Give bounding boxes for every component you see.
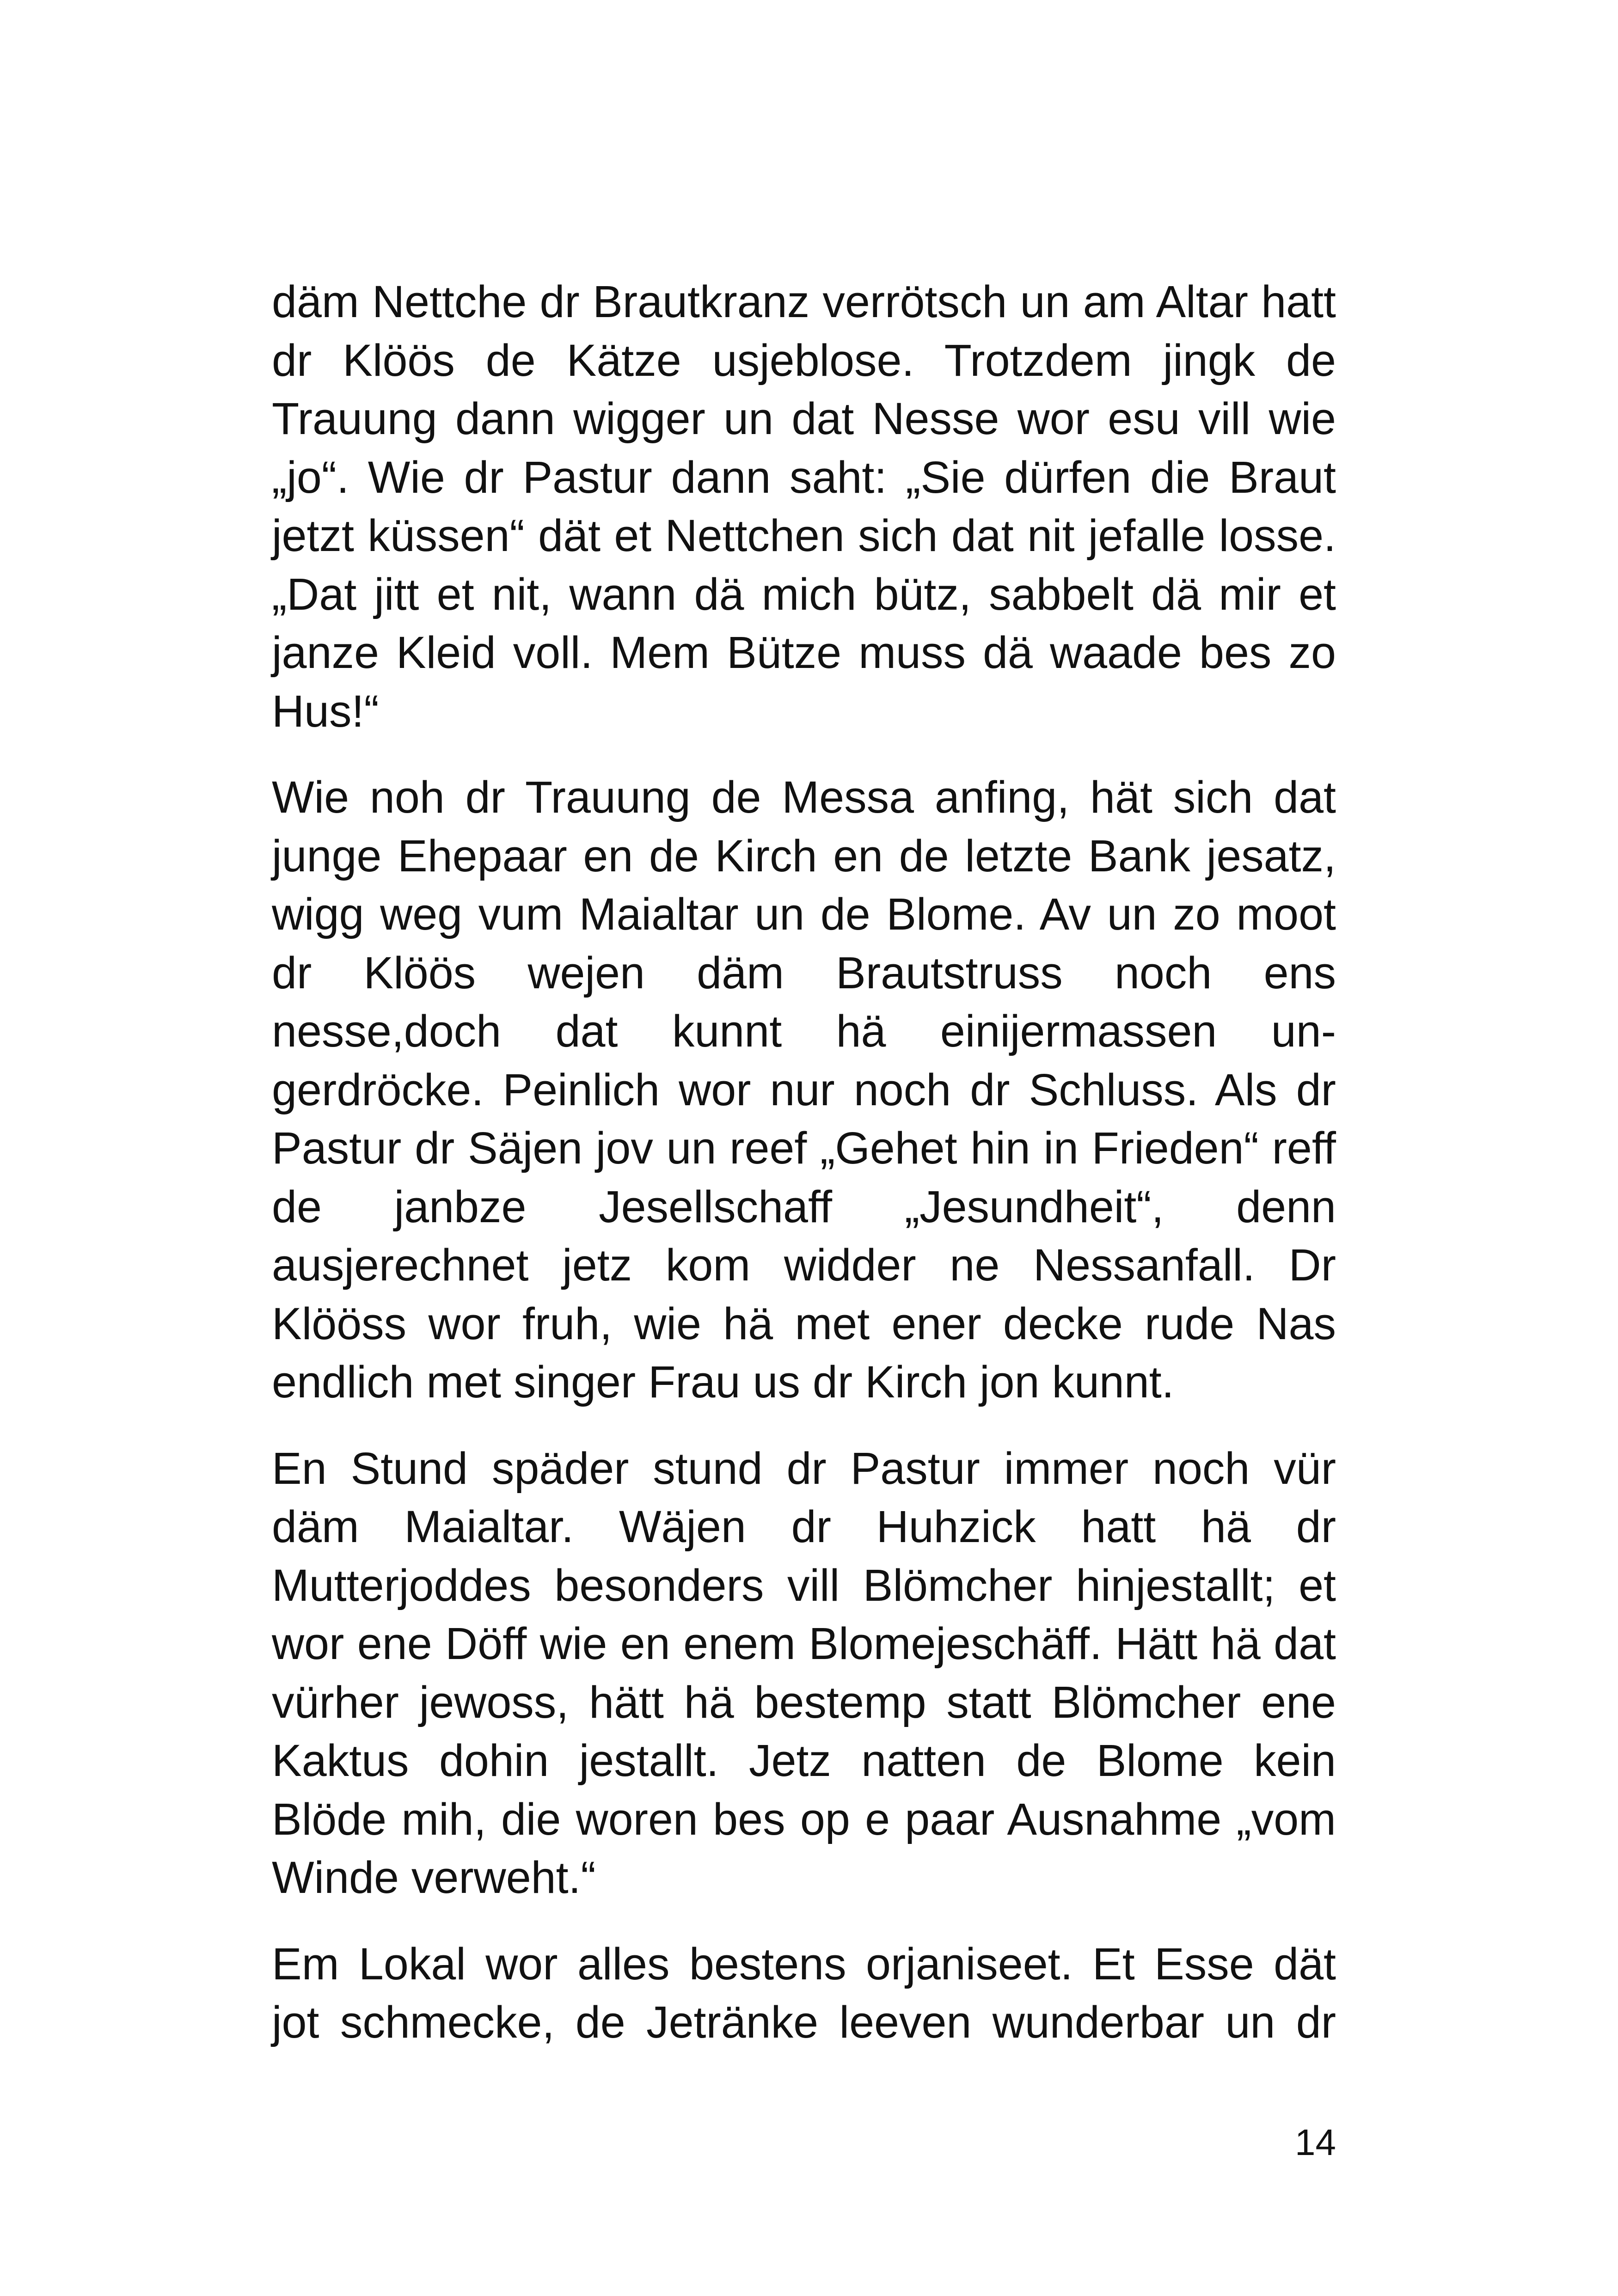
text-line: wigg weg vum Maialtar un de Blome. Av un zo moot: [272, 889, 1336, 939]
text-line: dr Klöös de Kätze usjeblose. Trotzdem jingk de: [272, 335, 1336, 386]
text-line: Winde verweht.“: [272, 1852, 596, 1903]
text-line: janze Kleid voll. Mem Bütze muss dä waade bes zo: [272, 627, 1336, 678]
text-line: jot schmecke, de Jetränke leeven wunderbar un dr: [272, 1997, 1336, 2047]
text-line: Hus!“: [272, 686, 379, 736]
text-line: Kaktus dohin jestallt. Jetz natten de Blome kein: [272, 1735, 1336, 1786]
text-line: „jo“. Wie dr Pastur dann saht: „Sie dürfen die Braut: [272, 452, 1336, 502]
text-line: de janbze Jesellschaff „Jesundheit“, denn: [272, 1181, 1336, 1232]
text-line: vürher jewoss, hätt hä bestemp statt Blömcher ene: [272, 1677, 1336, 1727]
text-line: Mutterjoddes besonders vill Blömcher hinjestallt; et: [272, 1560, 1336, 1610]
paragraph-1: [272, 273, 1336, 741]
text-line: endlich met singer Frau us dr Kirch jon kunnt.: [272, 1357, 1174, 1407]
text-line: nesse,doch dat kunnt hä einijermassen un-: [272, 1006, 1336, 1056]
text-line: „Dat jitt et nit, wann dä mich bütz, sabbelt dä mir et: [272, 569, 1336, 619]
text-line: junge Ehepaar en de Kirch en de letzte Bank jesatz,: [272, 830, 1336, 881]
text-line: jetzt küssen“ dät et Nettchen sich dat nit jefalle losse.: [272, 510, 1336, 561]
page-number: 14: [1295, 2122, 1336, 2163]
text-line: däm Maialtar. Wäjen dr Huhzick hatt hä dr: [272, 1501, 1336, 1552]
text-line: gerdröcke. Peinlich wor nur noch dr Schluss. Als dr: [272, 1064, 1336, 1115]
text-line: En Stund späder stund dr Pastur immer noch vür: [272, 1443, 1336, 1494]
text-line: Wie noh dr Trauung de Messa anfing, hät sich dat: [272, 772, 1336, 822]
text-line: Em Lokal wor alles bestens orjaniseet. Et Esse dät: [272, 1938, 1336, 1989]
text-line: wor ene Döff wie en enem Blomejeschäff. Hätt hä dat: [272, 1618, 1336, 1669]
paragraph-3: [272, 1439, 1336, 1907]
text-line: Blöde mih, die woren bes op e paar Ausnahme „vom: [272, 1794, 1336, 1844]
text-line: Pastur dr Säjen jov un reef „Gehet hin in Frieden“ reff: [272, 1123, 1336, 1173]
text-line: Trauung dann wigger un dat Nesse wor esu vill wie: [272, 393, 1336, 444]
text-line: däm Nettche dr Brautkranz verrötsch un am Altar hatt: [272, 276, 1336, 327]
text-line: dr Klöös wejen däm Brautstruss noch ens: [272, 947, 1336, 998]
body-text: [272, 273, 1336, 2080]
paragraph-2: [272, 768, 1336, 1412]
paragraph-4: [272, 1935, 1336, 2052]
text-line: ausjerechnet jetz kom widder ne Nessanfall. Dr: [272, 1240, 1336, 1290]
text-line: Klööss wor fruh, wie hä met ener decke rude Nas: [272, 1298, 1336, 1349]
